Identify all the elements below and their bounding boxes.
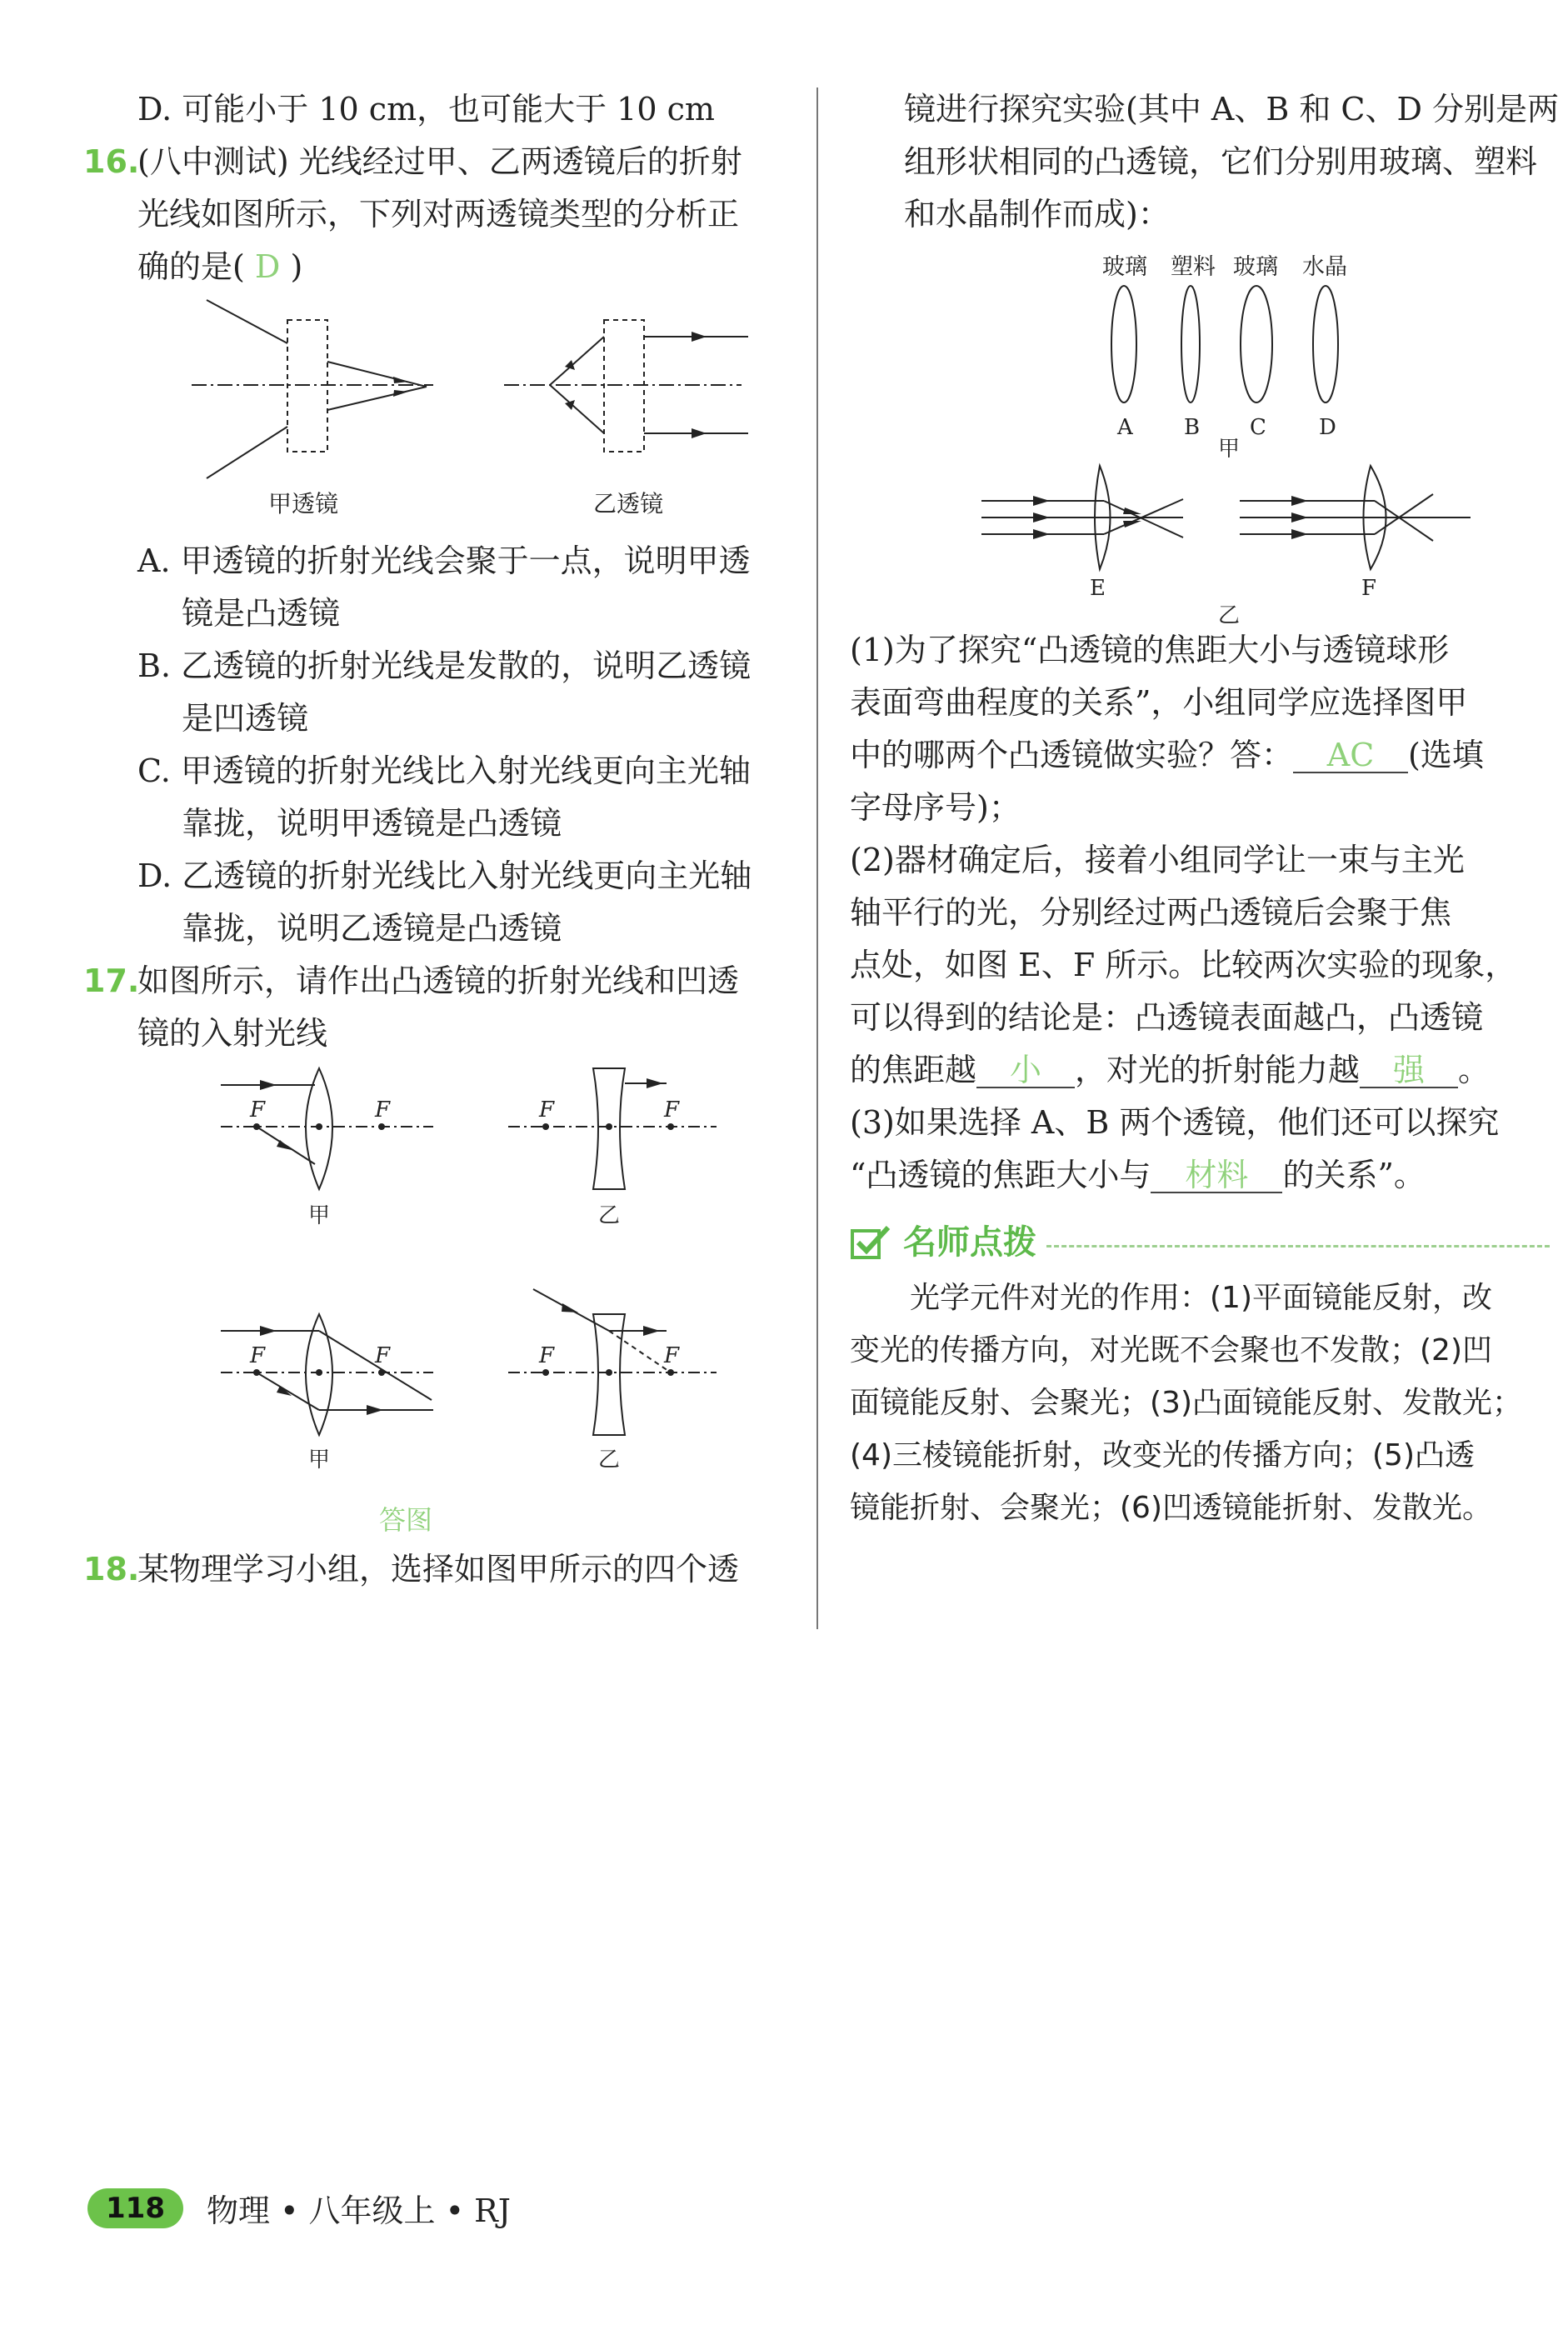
lens-b bbox=[1181, 286, 1200, 402]
lens-letter-b: B bbox=[1184, 415, 1201, 440]
q16-paren: ) bbox=[290, 248, 303, 285]
q18-p2-mid: ，对光的折射能力越 bbox=[1075, 1052, 1361, 1088]
q15-option-d: D. 可能小于 10 cm，也可能大于 10 cm bbox=[137, 91, 715, 128]
q18-p3-answer: 材料 bbox=[1151, 1158, 1282, 1193]
q18-p2-answer-1: 小 bbox=[976, 1053, 1075, 1088]
q16-label-jia: 甲透镜 bbox=[268, 490, 339, 518]
q16-option-d-2: 靠拢，说明乙透镜是凸透镜 bbox=[182, 910, 562, 947]
q18-number: 18. bbox=[83, 1551, 140, 1588]
q16-option-a-1: A. 甲透镜的折射光线会聚于一点，说明甲透 bbox=[137, 542, 751, 579]
page-footer bbox=[87, 2185, 511, 2231]
focal-label: F bbox=[250, 1098, 266, 1122]
q16-option-c-2: 靠拢，说明甲透镜是凸透镜 bbox=[182, 805, 562, 842]
q17-label-jia: 甲 bbox=[308, 1203, 331, 1228]
lens-letter-d: D bbox=[1319, 415, 1336, 440]
lens-letter-c: C bbox=[1250, 415, 1266, 440]
q18-p1-answer: AC bbox=[1293, 738, 1408, 773]
q17-answer-label-jia: 甲 bbox=[308, 1448, 331, 1472]
q18-p2-line-2: 轴平行的光，分别经过两凸透镜后会聚于焦 bbox=[850, 894, 1452, 931]
tip-divider bbox=[1046, 1245, 1550, 1248]
q17-line-1 bbox=[83, 955, 791, 1008]
q16-line-3 bbox=[83, 241, 791, 293]
jia-ray-in-top bbox=[207, 300, 287, 343]
q18-p1-line-4: 字母序号)； bbox=[850, 789, 1021, 826]
left-column bbox=[83, 83, 791, 1596]
jia-ray-out-top bbox=[327, 362, 427, 387]
book-title: 物理 • 八年级上 • RJ bbox=[206, 2192, 511, 2229]
tip-line-3: 面镜能反射、会聚光；(3)凸面镜能反射、发散光； bbox=[850, 1386, 1522, 1420]
lens-material-a: 玻璃 bbox=[1102, 254, 1147, 280]
column-divider bbox=[816, 88, 818, 1629]
tip-line-4: (4)三棱镜能折射，改变光的传播方向；(5)凸透 bbox=[850, 1438, 1475, 1472]
lens-material-d: 水晶 bbox=[1302, 254, 1347, 280]
q18-p2-line-4: 可以得到的结论是：凸透镜表面越凸，凸透镜 bbox=[850, 999, 1484, 1036]
fig-jia-label: 甲 bbox=[1218, 437, 1241, 458]
focal-label: F bbox=[664, 1343, 680, 1368]
q16-option-c-1: C. 甲透镜的折射光线比入射光线更向主光轴 bbox=[137, 752, 751, 789]
tip-header bbox=[850, 1213, 1550, 1272]
focal-label: F bbox=[375, 1098, 391, 1122]
focal-label: F bbox=[250, 1343, 266, 1368]
q18-p3-line-1: (3)如果选择 A、B 两个透镜，他们还可以探究 bbox=[850, 1104, 1500, 1141]
page-number: 118 bbox=[87, 2188, 183, 2228]
q16-answer: D bbox=[254, 248, 281, 285]
q17-label-yi: 乙 bbox=[598, 1203, 621, 1228]
q18-p1-line-3 bbox=[850, 729, 1550, 782]
q18-line-1 bbox=[83, 1543, 791, 1596]
q17-text-1: 如图所示，请作出凸透镜的折射光线和凹透 bbox=[137, 962, 740, 999]
q18-figure-yi bbox=[850, 458, 1550, 624]
q18-p1-line-2: 表面弯曲程度的关系”，小组同学应选择图甲 bbox=[850, 684, 1468, 721]
q17-answer-label-yi: 乙 bbox=[598, 1448, 621, 1472]
q16-option-a-2: 镜是凸透镜 bbox=[182, 595, 341, 632]
lens-a bbox=[1111, 286, 1136, 402]
q16-line-1 bbox=[83, 136, 791, 188]
q18-p1-hint: (选填 bbox=[1408, 737, 1484, 773]
q17-figure bbox=[83, 1060, 791, 1543]
q16-option-b-2: 是凹透镜 bbox=[182, 700, 309, 737]
q16-option-b-1: B. 乙透镜的折射光线是发散的，说明乙透镜 bbox=[137, 648, 752, 684]
lens-d bbox=[1313, 286, 1338, 402]
q18-text-1: 某物理学习小组，选择如图甲所示的四个透 bbox=[137, 1551, 740, 1588]
q18-intro-2: 组形状相同的凸透镜，它们分别用玻璃、塑料 bbox=[904, 143, 1538, 180]
q18-p2-end: 。 bbox=[1458, 1052, 1491, 1088]
tip-line-1: 光学元件对光的作用：(1)平面镜能反射，改 bbox=[910, 1281, 1492, 1315]
tip-title: 名师点拨 bbox=[903, 1223, 1036, 1262]
q18-p2-line-5 bbox=[850, 1044, 1550, 1097]
q18-intro-3: 和水晶制作而成)： bbox=[904, 196, 1170, 232]
lens-letter-f: F bbox=[1361, 576, 1377, 601]
q16-text-1: (八中测试) 光线经过甲、乙两透镜后的折射 bbox=[137, 143, 742, 180]
q18-figure-jia bbox=[850, 241, 1550, 458]
q18-intro-1: 镜进行探究实验(其中 A、B 和 C、D 分别是两 bbox=[904, 91, 1560, 128]
yi-ray-in-top bbox=[550, 337, 604, 385]
tip-line-5: 镜能折射、会聚光；(6)凹透镜能折射、发散光。 bbox=[850, 1491, 1492, 1525]
q18-p2-answer-2: 强 bbox=[1360, 1053, 1458, 1088]
jia-ray-in-bottom bbox=[207, 427, 287, 478]
q16-number: 16. bbox=[83, 143, 140, 180]
q16-line-2: 光线如图所示，下列对两透镜类型的分析正 bbox=[137, 196, 740, 232]
yi-ray-in-bottom bbox=[550, 385, 604, 433]
lens-letter-e: E bbox=[1090, 576, 1106, 601]
q16-figure bbox=[83, 293, 791, 535]
focal-label: F bbox=[375, 1343, 391, 1368]
focal-label: F bbox=[539, 1098, 555, 1122]
focal-label: F bbox=[664, 1098, 680, 1122]
tip-body bbox=[850, 1272, 1550, 1534]
check-box-icon bbox=[850, 1224, 893, 1261]
right-column bbox=[850, 83, 1560, 1534]
lens-letter-a: A bbox=[1117, 415, 1133, 440]
q18-p2-line-1: (2)器材确定后，接着小组同学让一束与主光 bbox=[850, 842, 1465, 878]
q16-option-d-1: D. 乙透镜的折射光线比入射光线更向主光轴 bbox=[137, 858, 752, 894]
q17-number: 17. bbox=[83, 962, 140, 999]
fig-yi-label: 乙 bbox=[1218, 603, 1241, 624]
q18-p2-line-3: 点处，如图 E、F 所示。比较两次实验的现象， bbox=[850, 947, 1517, 983]
q18-p1-line-1: (1)为了探究“凸透镜的焦距大小与透镜球形 bbox=[850, 632, 1450, 668]
lens-material-c: 玻璃 bbox=[1233, 254, 1278, 280]
q18-p1-stem: 中的哪两个凸透镜做实验？答： bbox=[850, 737, 1294, 773]
q16-label-yi: 乙透镜 bbox=[593, 490, 664, 518]
focal-label: F bbox=[539, 1343, 555, 1368]
q18-p3-stem: “凸透镜的焦距大小与 bbox=[850, 1157, 1151, 1193]
answer-figure-caption: 答图 bbox=[379, 1504, 433, 1536]
q18-p2-stem: 的焦距越 bbox=[850, 1052, 977, 1088]
lens-material-b: 塑料 bbox=[1171, 254, 1216, 280]
q17-line-2: 镜的入射光线 bbox=[137, 1015, 328, 1052]
tip-line-2: 变光的传播方向，对光既不会聚也不发散；(2)凹 bbox=[850, 1333, 1492, 1368]
q18-p3-end: 的关系”。 bbox=[1282, 1157, 1426, 1193]
jia-ray-out-bottom bbox=[327, 387, 427, 410]
q16-stem-end: 确的是( bbox=[137, 248, 245, 285]
lens-c bbox=[1241, 286, 1272, 402]
q18-p3-line-2 bbox=[850, 1149, 1550, 1202]
